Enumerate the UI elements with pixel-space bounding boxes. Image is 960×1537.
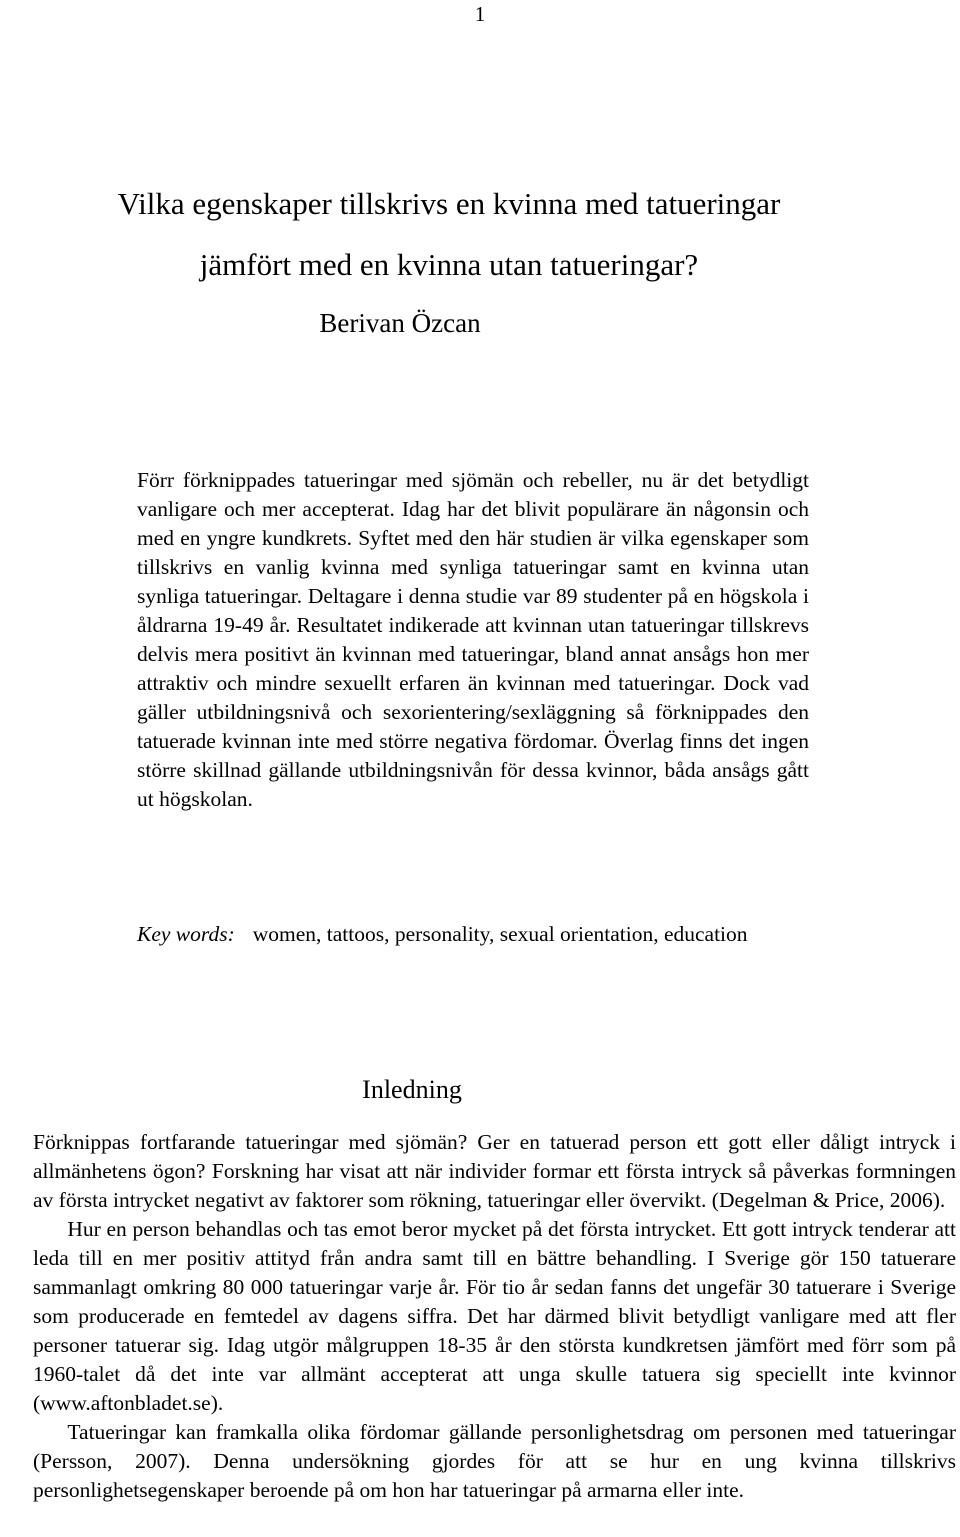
- paper-title-line-1: Vilka egenskaper tillskrivs en kvinna med tatueringar: [117, 186, 781, 221]
- abstract: Förr förknippades tatueringar med sjömän och rebeller, nu är det betydligt vanligare och mer accepterat. Idag har det blivit populärare än någonsin och med en yngre kundkrets. Syftet med den här studien är vilka egenskaper som tillskrivs en vanlig kvinna med synliga tatueringar samt en kvinna utan synliga tatueringar. Deltagare i denna studie var 89 studenter på en högskola i åldrarna 19-49 år. Resultatet indikerade att kvinnan utan tatueringar tillskrevs delvis mera positivt än kvinnan med tatueringar, bland annat ansågs hon mer attraktiv och mindre sexuellt erfaren än kvinnan med tatueringar. Dock vad gäller utbildningsnivå och sexorientering/sexläggning så förknippades den tatuerade kvinnan inte med större negativa fördomar. Överlag finns det ingen större skillnad gällande utbildningsnivån för dessa kvinnor, båda ansågs gått ut högskolan.: [137, 468, 809, 811]
- paper-title-line-2: jämfört med en kvinna utan tatueringar?: [199, 247, 699, 282]
- keywords-label: Key words:: [137, 922, 235, 946]
- body-paragraph-3: Tatueringar kan framkalla olika fördomar gällande personlighetsdrag om personen med tatueringar (Persson, 2007). Denna undersökning gjordes för att se hur en ung kvinna tillskrivs personlighetsegenskaper beroende på om hon har tatueringar på armarna eller inte.: [33, 1420, 956, 1502]
- section-heading: Inledning: [362, 1075, 462, 1104]
- body-paragraph-2: Hur en person behandlas och tas emot beror mycket på det första intrycket. Ett gott intryck tenderar att leda till en mer positiv attityd från andra samt till en bättre behandling. I Sverige gör 150 tatuerare sammanlagt omkring 80 000 tatueringar varje år. För tio år sedan fanns det ungefär 30 tatuerare i Sverige som producerade en femtedel av dagens siffra. Det har därmed blivit betydligt vanligare med att fler personer tatuerar sig. Idag utgör målgruppen 18-35 år den största kundkretsen jämfört med förr som på 1960-talet då det inte var allmänt accepterat att unga skulle tatuera sig speciellt inte kvinnor (www.aftonbladet.se).: [33, 1217, 956, 1415]
- body-paragraph-1: Förknippas fortfarande tatueringar med sjömän? Ger en tatuerad person ett gott eller dåligt intryck i allmänhetens ögon? Forskning har visat att när individer formar ett första intryck så påverkas formningen av första intrycket negativt av faktorer som rökning, tatueringar eller övervikt. (Degelman & Price, 2006).: [33, 1130, 956, 1212]
- body-text: [33, 1128, 956, 1505]
- keywords: [137, 919, 897, 949]
- keywords-value: women, tattoos, personality, sexual orientation, education: [252, 922, 748, 946]
- page-number: 1: [474, 2, 486, 26]
- author-name: Berivan Özcan: [319, 308, 481, 338]
